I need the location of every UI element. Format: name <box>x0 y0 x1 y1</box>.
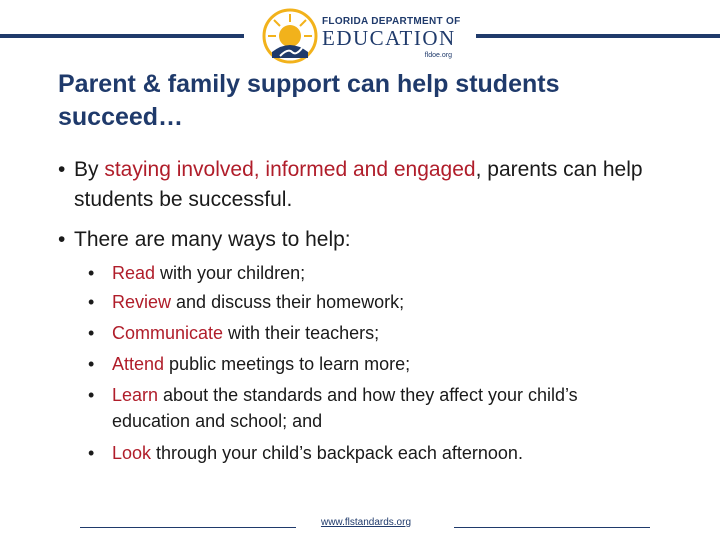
action-verb: Look <box>112 443 152 463</box>
footer-rule-right <box>454 527 650 528</box>
action-verb: Read <box>112 263 156 283</box>
bullet-dot: • <box>58 158 66 181</box>
bullet-2-text: There are many ways to help: <box>74 228 351 251</box>
fldoe-logo <box>262 8 466 64</box>
seal-icon <box>262 8 318 64</box>
action-verb: Review <box>112 292 172 312</box>
action-verb: Learn <box>112 385 159 405</box>
bullet-1-text: By staying involved, informed and engaged, parents can help students be successful. <box>74 158 643 211</box>
footer-website-link[interactable]: www.flstandards.org <box>320 517 412 528</box>
header-rule-left <box>0 34 244 38</box>
action-verb: Attend <box>112 354 165 374</box>
org-website: fldoe.org <box>424 52 452 59</box>
slide-title: Parent & family support can help students succeed… <box>58 70 560 131</box>
org-name-line2: EDUCATION <box>322 26 456 50</box>
highlight-phrase: staying involved, informed and engaged <box>104 158 476 181</box>
action-verb: Communicate <box>112 323 224 343</box>
header-rule-right <box>476 34 720 38</box>
bullet-dot: • <box>58 228 66 251</box>
org-name-line1: FLORIDA DEPARTMENT OF <box>322 16 461 27</box>
footer-rule-left <box>80 527 296 528</box>
